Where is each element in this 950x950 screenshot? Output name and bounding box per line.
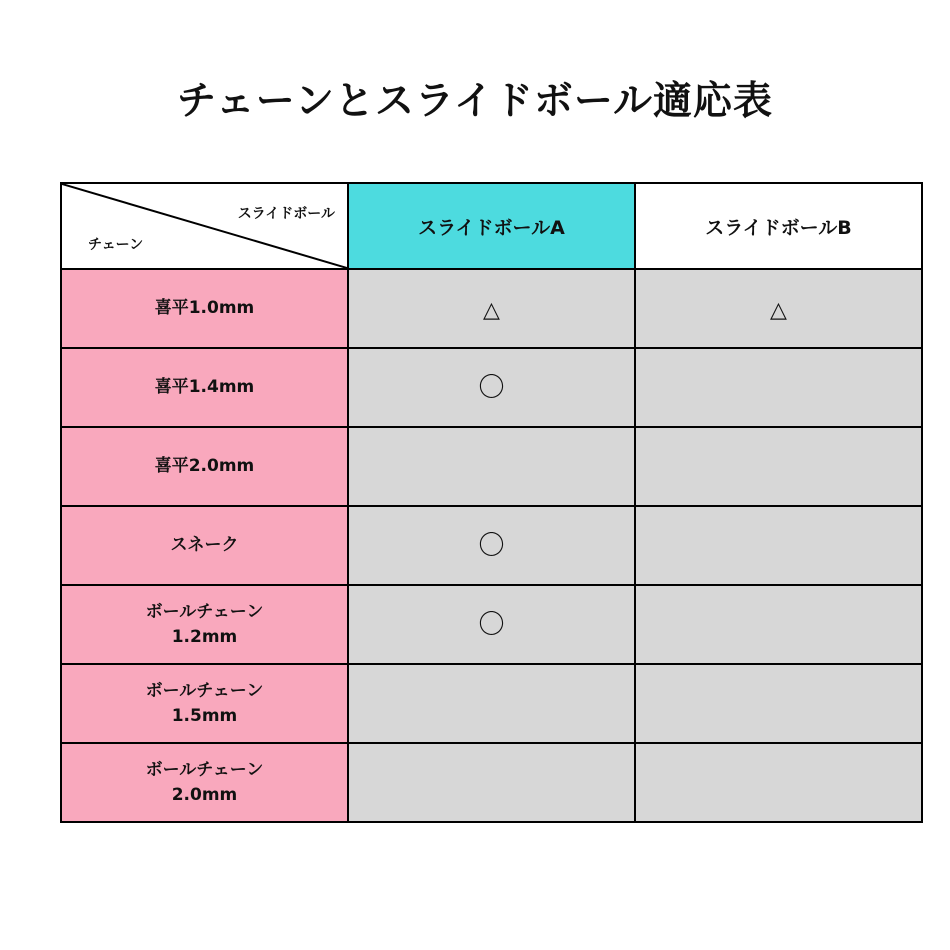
corner-row-axis-label: チェーン (88, 237, 144, 253)
corner-column-axis-label: スライドボール (237, 206, 335, 222)
row-header-chain-6: ボールチェーン 1.5mm (61, 664, 348, 743)
column-header-slide-ball-b: スライドボールB (635, 183, 922, 269)
cell-r4c1 (348, 506, 635, 585)
table-row (61, 506, 922, 585)
table-body (61, 269, 922, 822)
table-row (61, 269, 922, 348)
table-row (61, 664, 922, 743)
page-title: チェーンとスライドボール適応表 (176, 79, 774, 124)
mark-circle: 〇 (478, 531, 505, 561)
cell-r7c1 (348, 743, 635, 822)
table-row (61, 585, 922, 664)
cell-r6c1 (348, 664, 635, 743)
row-header-chain-4: スネーク (61, 506, 348, 585)
column-header-slide-ball-a: スライドボールA (348, 183, 635, 269)
cell-r5c1 (348, 585, 635, 664)
cell-r2c1 (348, 348, 635, 427)
mark-triangle: △ (483, 298, 500, 323)
table-row (61, 348, 922, 427)
mark-triangle: △ (770, 298, 787, 323)
table-header-row (61, 183, 922, 269)
row-header-chain-5: ボールチェーン 1.2mm (61, 585, 348, 664)
corner-header-cell (61, 183, 348, 269)
row-header-chain-3: 喜平2.0mm (61, 427, 348, 506)
cell-r1c2 (635, 269, 922, 348)
cell-r2c2 (635, 348, 922, 427)
table-row (61, 743, 922, 822)
compatibility-table-wrapper (60, 182, 915, 823)
cell-r6c2 (635, 664, 922, 743)
row-header-chain-1: 喜平1.0mm (61, 269, 348, 348)
cell-r4c2 (635, 506, 922, 585)
compatibility-table (60, 182, 923, 823)
table-row (61, 427, 922, 506)
cell-r3c1 (348, 427, 635, 506)
mark-circle: 〇 (478, 373, 505, 403)
cell-r5c2 (635, 585, 922, 664)
cell-r1c1 (348, 269, 635, 348)
row-header-chain-2: 喜平1.4mm (61, 348, 348, 427)
diagonal-divider-icon (62, 184, 347, 268)
row-header-chain-7: ボールチェーン 2.0mm (61, 743, 348, 822)
cell-r3c2 (635, 427, 922, 506)
mark-circle: 〇 (478, 610, 505, 640)
cell-r7c2 (635, 743, 922, 822)
